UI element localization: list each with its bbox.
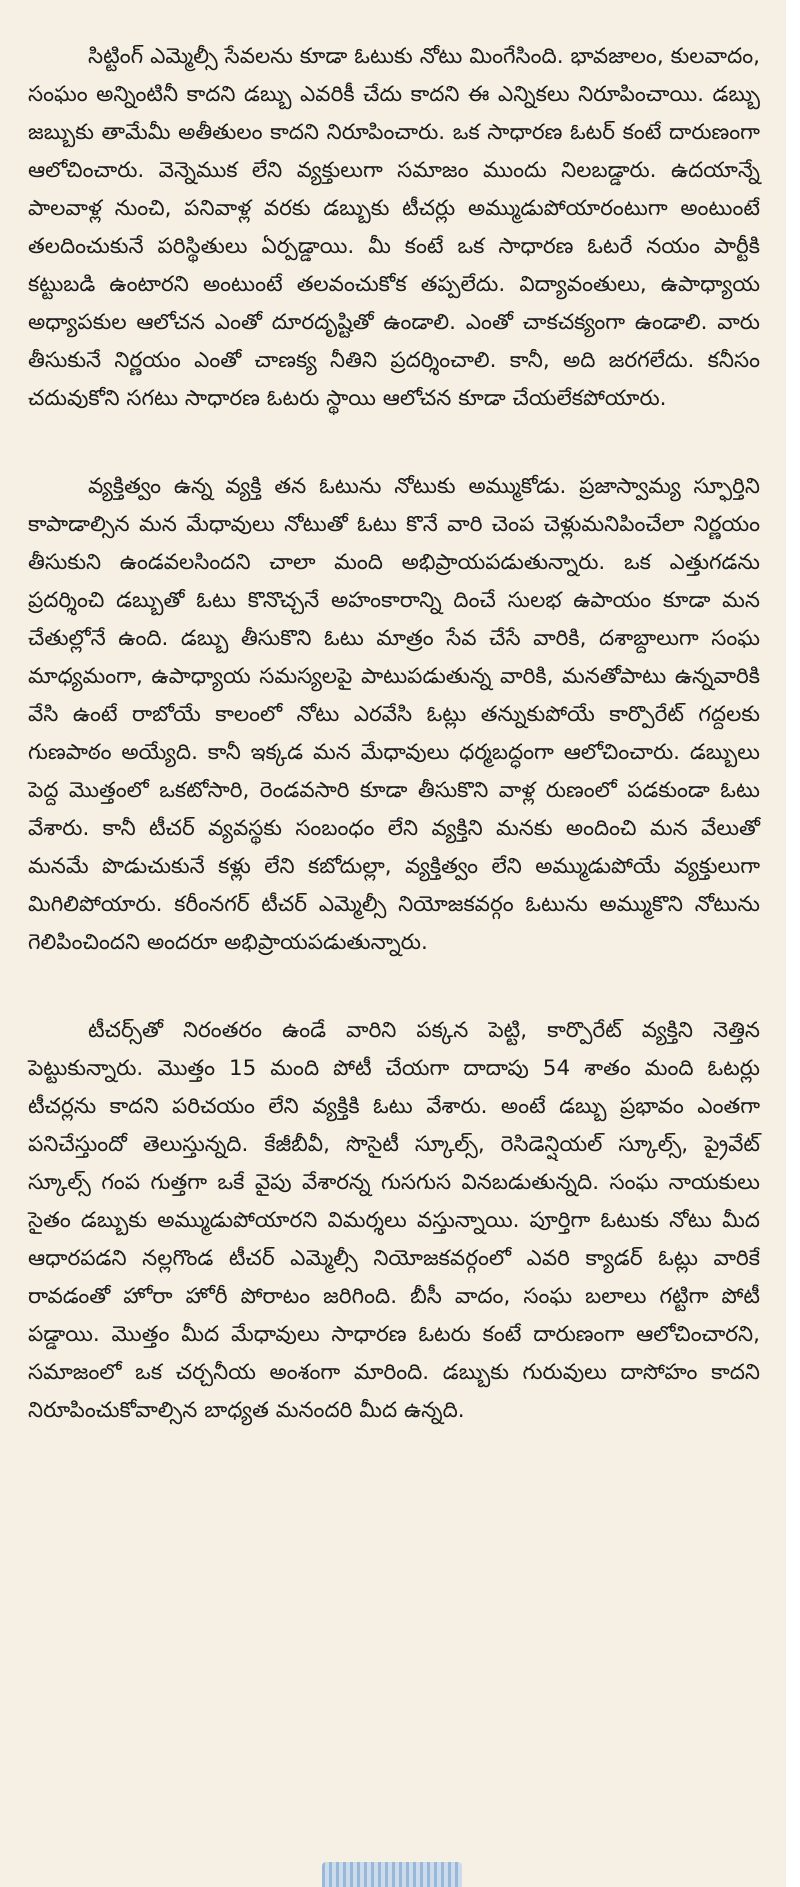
cropped-image-fragment xyxy=(322,1862,462,1887)
article-paragraph-3: టీచర్స్‌తో నిరంతరం ఉండే వారిని పక్కన పెట్టి, కార్పొరేట్ వ్యక్తిని నెత్తిన పెట్టుకున్నారు. మొత్తం 15 మంది పోటీ చేయగా దాదాపు 54 శాతం మంది ఓటర్లు టీచర్లను కాదని పరిచయం లేని వ్యక్తికి ఓటు వేశారు. అంటే డబ్బు ప్రభావం ఎంతగా పనిచేస్తుందో తెలుస్తున్నది. కేజీబీవీ, సొసైటీ స్కూల్స్, రెసిడెన్షియల్ స్కూల్స్, ప్రైవేట్ స్కూల్స్ గంప గుత్తగా ఒకే వైపు వేశారన్న గుసగుస వినబడుతున్నది. సంఘ నాయకులు సైతం డబ్బుకు అమ్ముడుపోయారని విమర్శలు వస్తున్నాయి. పూర్తిగా ఓటుకు నోటు మీద ఆధారపడని నల్లగొండ టీచర్ ఎమ్మెల్సీ నియోజకవర్గంలో ఎవరి క్యాడర్ ఓట్లు వారికే రావడంతో హోరా హోరీ పోరాటం జరిగింది. బీసీ వాదం, సంఘ బలాలు గట్టిగా పోటీ పడ్డాయి. మొత్తం మీద మేధావులు సాధారణ ఓటరు కంటే దారుణంగా ఆలోచించారని, సమాజంలో ఒక చర్చనీయ అంశంగా మారింది. డబ్బుకు గురువులు దాసోహం కాదని నిరూపించుకోవాల్సిన బాధ్యత మనందరి మీద ఉన్నది. xyxy=(28,1018,760,1423)
article-paragraph-2: వ్యక్తిత్వం ఉన్న వ్యక్తి తన ఓటును నోటుకు అమ్ముకోడు. ప్రజాస్వామ్య స్ఫూర్తిని కాపాడాల్సిన మన మేధావులు నోటుతో ఓటు కొనే వారి చెంప చెళ్లుమనిపించేలా నిర్ణయం తీసుకుని ఉండవలసిందని చాలా మంది అభిప్రాయపడుతున్నారు. ఒక ఎత్తుగడను ప్రదర్శించి డబ్బుతో ఓటు కొనొచ్చనే అహంకారాన్ని దించే సులభ ఉపాయం కూడా మన చేతుల్లోనే ఉంది. డబ్బు తీసుకొని ఓటు మాత్రం సేవ చేసే వారికి, దశాబ్దాలుగా సంఘ మాధ్యమంగా, ఉపాధ్యాయ సమస్యలపై పాటుపడుతున్న వారికి, మనతోపాటు ఉన్నవారికి వేసి ఉంటే రాబోయే కాలంలో నోటు ఎరవేసి ఓట్లు తన్నుకుపోయే కార్పొరేట్ గద్దలకు గుణపాఠం అయ్యేది. కానీ ఇక్కడ మన మేధావులు ధర్మబద్ధంగా ఆలోచించారు. డబ్బులు పెద్ద మొత్తంలో ఒకటోసారి, రెండవసారి కూడా తీసుకొని వాళ్ల రుణంలో పడకుండా ఓటు వేశారు. కానీ టీచర్ వ్యవస్థకు సంబంధం లేని వ్యక్తిని మనకు అందించి మన వేలుతో మనమే పొడుచుకునే కళ్లు లేని కబోదుల్లా, వ్యక్తిత్వం లేని అమ్ముడుపోయే వ్యక్తులుగా మిగిలిపోయారు. కరీంనగర్ టీచర్ ఎమ్మెల్సీ నియోజకవర్గం ఓటును అమ్ముకొని నోటును గెలిపించిందని అందరూ అభిప్రాయపడుతున్నారు. xyxy=(28,474,760,955)
article-paragraph-1: సిట్టింగ్ ఎమ్మెల్సీ సేవలను కూడా ఓటుకు నోటు మింగేసింది. భావజాలం, కులవాదం, సంఘం అన్నింటినీ కాదని డబ్బు ఎవరికీ చేదు కాదని ఈ ఎన్నికలు నిరూపించాయి. డబ్బు జబ్బుకు తామేమీ అతీతులం కాదని నిరూపించారు. ఒక సాధారణ ఓటర్ కంటే దారుణంగా ఆలోచించారు. వెన్నెముక లేని వ్యక్తులుగా సమాజం ముందు నిలబడ్డారు. ఉదయాన్నే పాలవాళ్ల నుంచి, పనివాళ్ల వరకు డబ్బుకు టీచర్లు అమ్ముడుపోయారంటుగా అంటుంటే తలదించుకునే పరిస్థితులు ఏర్పడ్డాయి. మీ కంటే ఒక సాధారణ ఓటరే నయం పార్టీకి కట్టుబడి ఉంటారని అంటుంటే తలవంచుకోక తప్పలేదు. విద్యావంతులు, ఉపాధ్యాయ అధ్యాపకుల ఆలోచన ఎంతో దూరదృష్టితో ఉండాలి. ఎంతో చాకచక్యంగా ఉండాలి. వారు తీసుకునే నిర్ణయం ఎంతో చాణక్య నీతిని ప్రదర్శించాలి. కానీ, అది జరగలేదు. కనీసం చదువుకోని సగటు సాధారణ ఓటరు స్థాయి ఆలోచన కూడా చేయలేకపోయారు. xyxy=(28,44,760,411)
article-body xyxy=(28,38,760,1430)
page-edge xyxy=(786,0,800,1887)
